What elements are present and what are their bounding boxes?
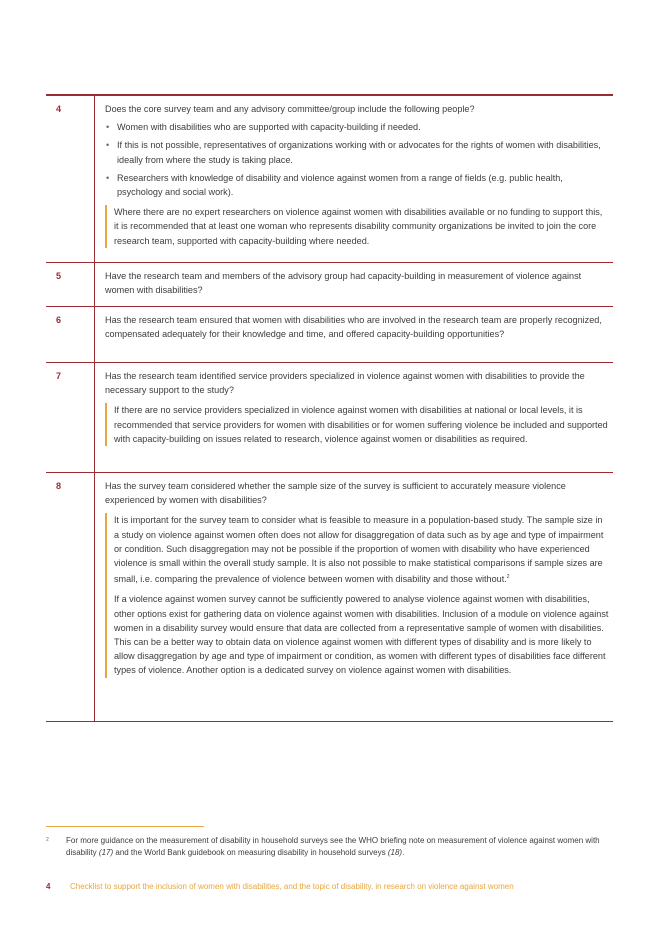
table-row [46,473,613,722]
table-row [46,96,613,263]
note-text: Where there are no expert researchers on violence against women with disabilities available or no funding to support this, it is recommended that at least one woman who represents disability community organizations be invited to join the core research team, supported with capacity-building where needed. [114,207,603,246]
guidance-note [105,513,609,677]
list-item: • Women with disabilities who are supported with capacity-building if needed. [105,120,609,134]
guidance-note [105,205,609,248]
guidance-note [105,403,609,446]
list-item: • If this is not possible, representatives of organizations working with or advocates for the rights of women with disabilities, ideally from where the study is taking place. [105,138,609,166]
citation-ref[interactable]: (17) [98,847,114,857]
table-row [46,307,613,363]
footnote [46,835,606,858]
question: Has the research team ensured that women with disabilities who are involved in the research team are properly recognized, compensated adequately for their knowledge and time, and offered capacity-building opportunities? [105,315,602,340]
footnote-mark: 2 [46,837,49,843]
footnote-text: For more guidance on the measurement of disability in household surveys see the WHO briefing note on measurement of violence against women with disability (17) and the World Bank guidebook on measuring disability in household surveys (18). [66,836,600,857]
checklist-table [46,94,613,722]
table-row [46,263,613,307]
bullet-list [105,120,609,199]
note-text [114,513,609,586]
table-row [46,363,613,473]
page-number: 4 [46,882,51,891]
item-number: 4 [46,96,95,262]
question: Does the core survey team and any advisory committee/group include the following people? [105,104,475,114]
document-title: Checklist to support the inclusion of women with disabilities, and the topic of disability, in research on violence against women [70,882,514,891]
note-text: If there are no service providers specialized in violence against women with disabilities at national or local levels, it is recommended that service providers for women with disabilities or for women suffering violence be included and supported with capacity-building on issues related to research, violence against women or disabilities as required. [114,405,608,444]
footnote-divider [46,826,204,827]
list-item: • Researchers with knowledge of disability and violence against women from a range of fields (e.g. public health, psychology and social work). [105,171,609,199]
note-text: If a violence against women survey cannot be sufficiently powered to analyse violence against women with disabilities, other options exist for gathering data on violence against women with disabilities. Inclusion of a module on violence against women in a disability survey would ensure that data are collected from a representative sample of women with disabilities. This can be a better way to obtain data on violence against women with different types of disability and is more likely to allow disaggregation by age and type of impairment or condition, as women with different types of disabilities face different types of violence. Another option is a dedicated survey on violence against women with disabilities. [114,594,609,676]
question: Has the survey team considered whether the sample size of the survey is sufficient to accurately measure violence experienced by women with disabilities? [105,481,566,506]
item-number: 7 [46,363,95,472]
note-text-body: It is important for the survey team to consider what is feasible to measure in a population-based study. The sample size in a study on violence against women often does not allow for disaggregation of data such as by age and type of impairment or condition. Such disaggregation may not be possible if the proportion of women with disability who have experienced violence is small within the overall study sample. It is also not possible to make statistical comparisons if sample sizes are small, i.e. comparing the prevalence of violence between women with disability and those without. [114,515,604,585]
footnote-ref[interactable]: 2 [506,574,510,581]
item-number: 5 [46,263,95,306]
question: Has the research team identified service providers specialized in violence against women with disabilities to provide the necessary support to the study? [105,371,585,396]
item-number: 8 [46,473,95,721]
question: Have the research team and members of the advisory group had capacity-building in measurement of violence against women with disabilities? [105,271,582,296]
citation-ref[interactable]: (18) [387,847,403,857]
item-number: 6 [46,307,95,362]
page-footer [46,880,514,894]
